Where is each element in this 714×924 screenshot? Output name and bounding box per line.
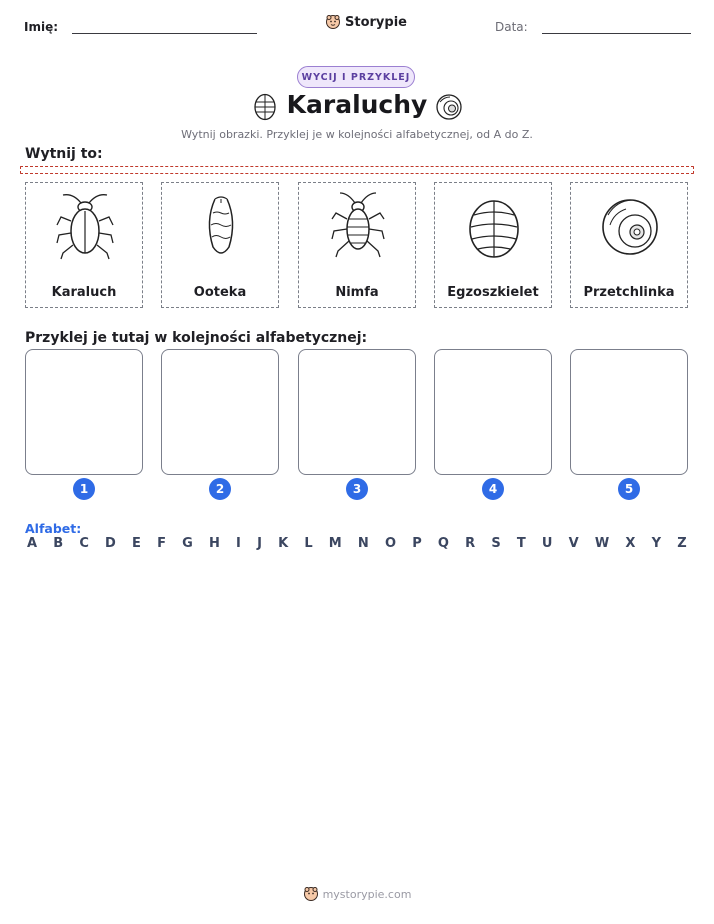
brand-name: Storypie [345, 14, 407, 30]
alphabet-letter: X [625, 536, 636, 551]
storypie-mascot-icon [325, 14, 341, 30]
alphabet-letter: C [79, 536, 89, 551]
name-line[interactable] [72, 33, 257, 34]
alphabet-letter: N [357, 536, 369, 551]
paste-slot-1[interactable] [25, 349, 143, 475]
alphabet-letter: G [182, 536, 193, 551]
cut-card-nimfa[interactable] [298, 182, 416, 308]
alphabet-letter: K [278, 536, 289, 551]
alphabet-row [27, 536, 687, 551]
alphabet-letter: Q [437, 536, 449, 551]
cut-card-ooteka[interactable] [161, 182, 279, 308]
card-label: Nimfa [335, 285, 379, 300]
alphabet-letter: V [568, 536, 579, 551]
instructions: Wytnij obrazki. Przyklej je w kolejności alfabetycznej, od A do Z. [181, 128, 533, 141]
alphabet-letter: A [27, 536, 38, 551]
slot-number-2: 2 [209, 478, 231, 500]
cut-card-karaluch[interactable] [25, 182, 143, 308]
alphabet-letter: R [465, 536, 476, 551]
alphabet-letter: B [53, 536, 64, 551]
slot-number-3: 3 [346, 478, 368, 500]
cut-card-egzoszkielet[interactable] [434, 182, 552, 308]
paste-slot-2[interactable] [161, 349, 279, 475]
alphabet-letter: E [132, 536, 141, 551]
card-label: Przetchlinka [583, 285, 675, 300]
alphabet-letter: O [384, 536, 397, 551]
alphabet-letter: Y [651, 536, 662, 551]
cut-section-label: Wytnij to: [25, 146, 103, 162]
alphabet-letter: Z [677, 536, 687, 551]
card-label: Ooteka [193, 285, 247, 300]
paste-slot-4[interactable] [434, 349, 552, 475]
alphabet-letter: H [208, 536, 220, 551]
alphabet-letter: T [516, 536, 526, 551]
alphabet-label: Alfabet: [25, 521, 82, 536]
cut-card-przetchlinka[interactable] [570, 182, 688, 308]
alphabet-letter: U [541, 536, 553, 551]
cut-line [20, 166, 694, 174]
storypie-mascot-icon [303, 886, 319, 902]
alphabet-letter: D [105, 536, 116, 551]
brand-logo [325, 14, 407, 30]
slot-number-4: 4 [482, 478, 504, 500]
alphabet-letter: M [328, 536, 342, 551]
card-label: Egzoszkielet [447, 285, 539, 300]
spiracle-icon [600, 191, 660, 261]
ootheca-icon [191, 191, 251, 261]
alphabet-letter: L [304, 536, 313, 551]
slot-number-1: 1 [73, 478, 95, 500]
page-title: Karaluchy [286, 90, 428, 119]
date-label: Data: [495, 20, 528, 34]
cockroach-icon [55, 191, 115, 261]
footer [0, 886, 714, 902]
spiracle-icon [435, 93, 463, 121]
paste-slot-5[interactable] [570, 349, 688, 475]
alphabet-letter: J [257, 536, 262, 551]
footer-site[interactable]: mystorypie.com [322, 887, 412, 901]
paste-section-label: Przyklej je tutaj w kolejności alfabetycznej: [25, 330, 368, 346]
nymph-icon [328, 191, 388, 261]
alphabet-letter: I [236, 536, 241, 551]
exoskeleton-icon [464, 191, 524, 261]
date-line[interactable] [542, 33, 691, 34]
card-label: Karaluch [51, 285, 117, 300]
alphabet-letter: S [491, 536, 501, 551]
alphabet-letter: W [594, 536, 610, 551]
activity-badge: WYCIJ I PRZYKLEJ [297, 66, 415, 88]
alphabet-letter: P [412, 536, 422, 551]
paste-slot-3[interactable] [298, 349, 416, 475]
name-label: Imię: [24, 20, 59, 34]
slot-number-5: 5 [618, 478, 640, 500]
alphabet-letter: F [157, 536, 166, 551]
